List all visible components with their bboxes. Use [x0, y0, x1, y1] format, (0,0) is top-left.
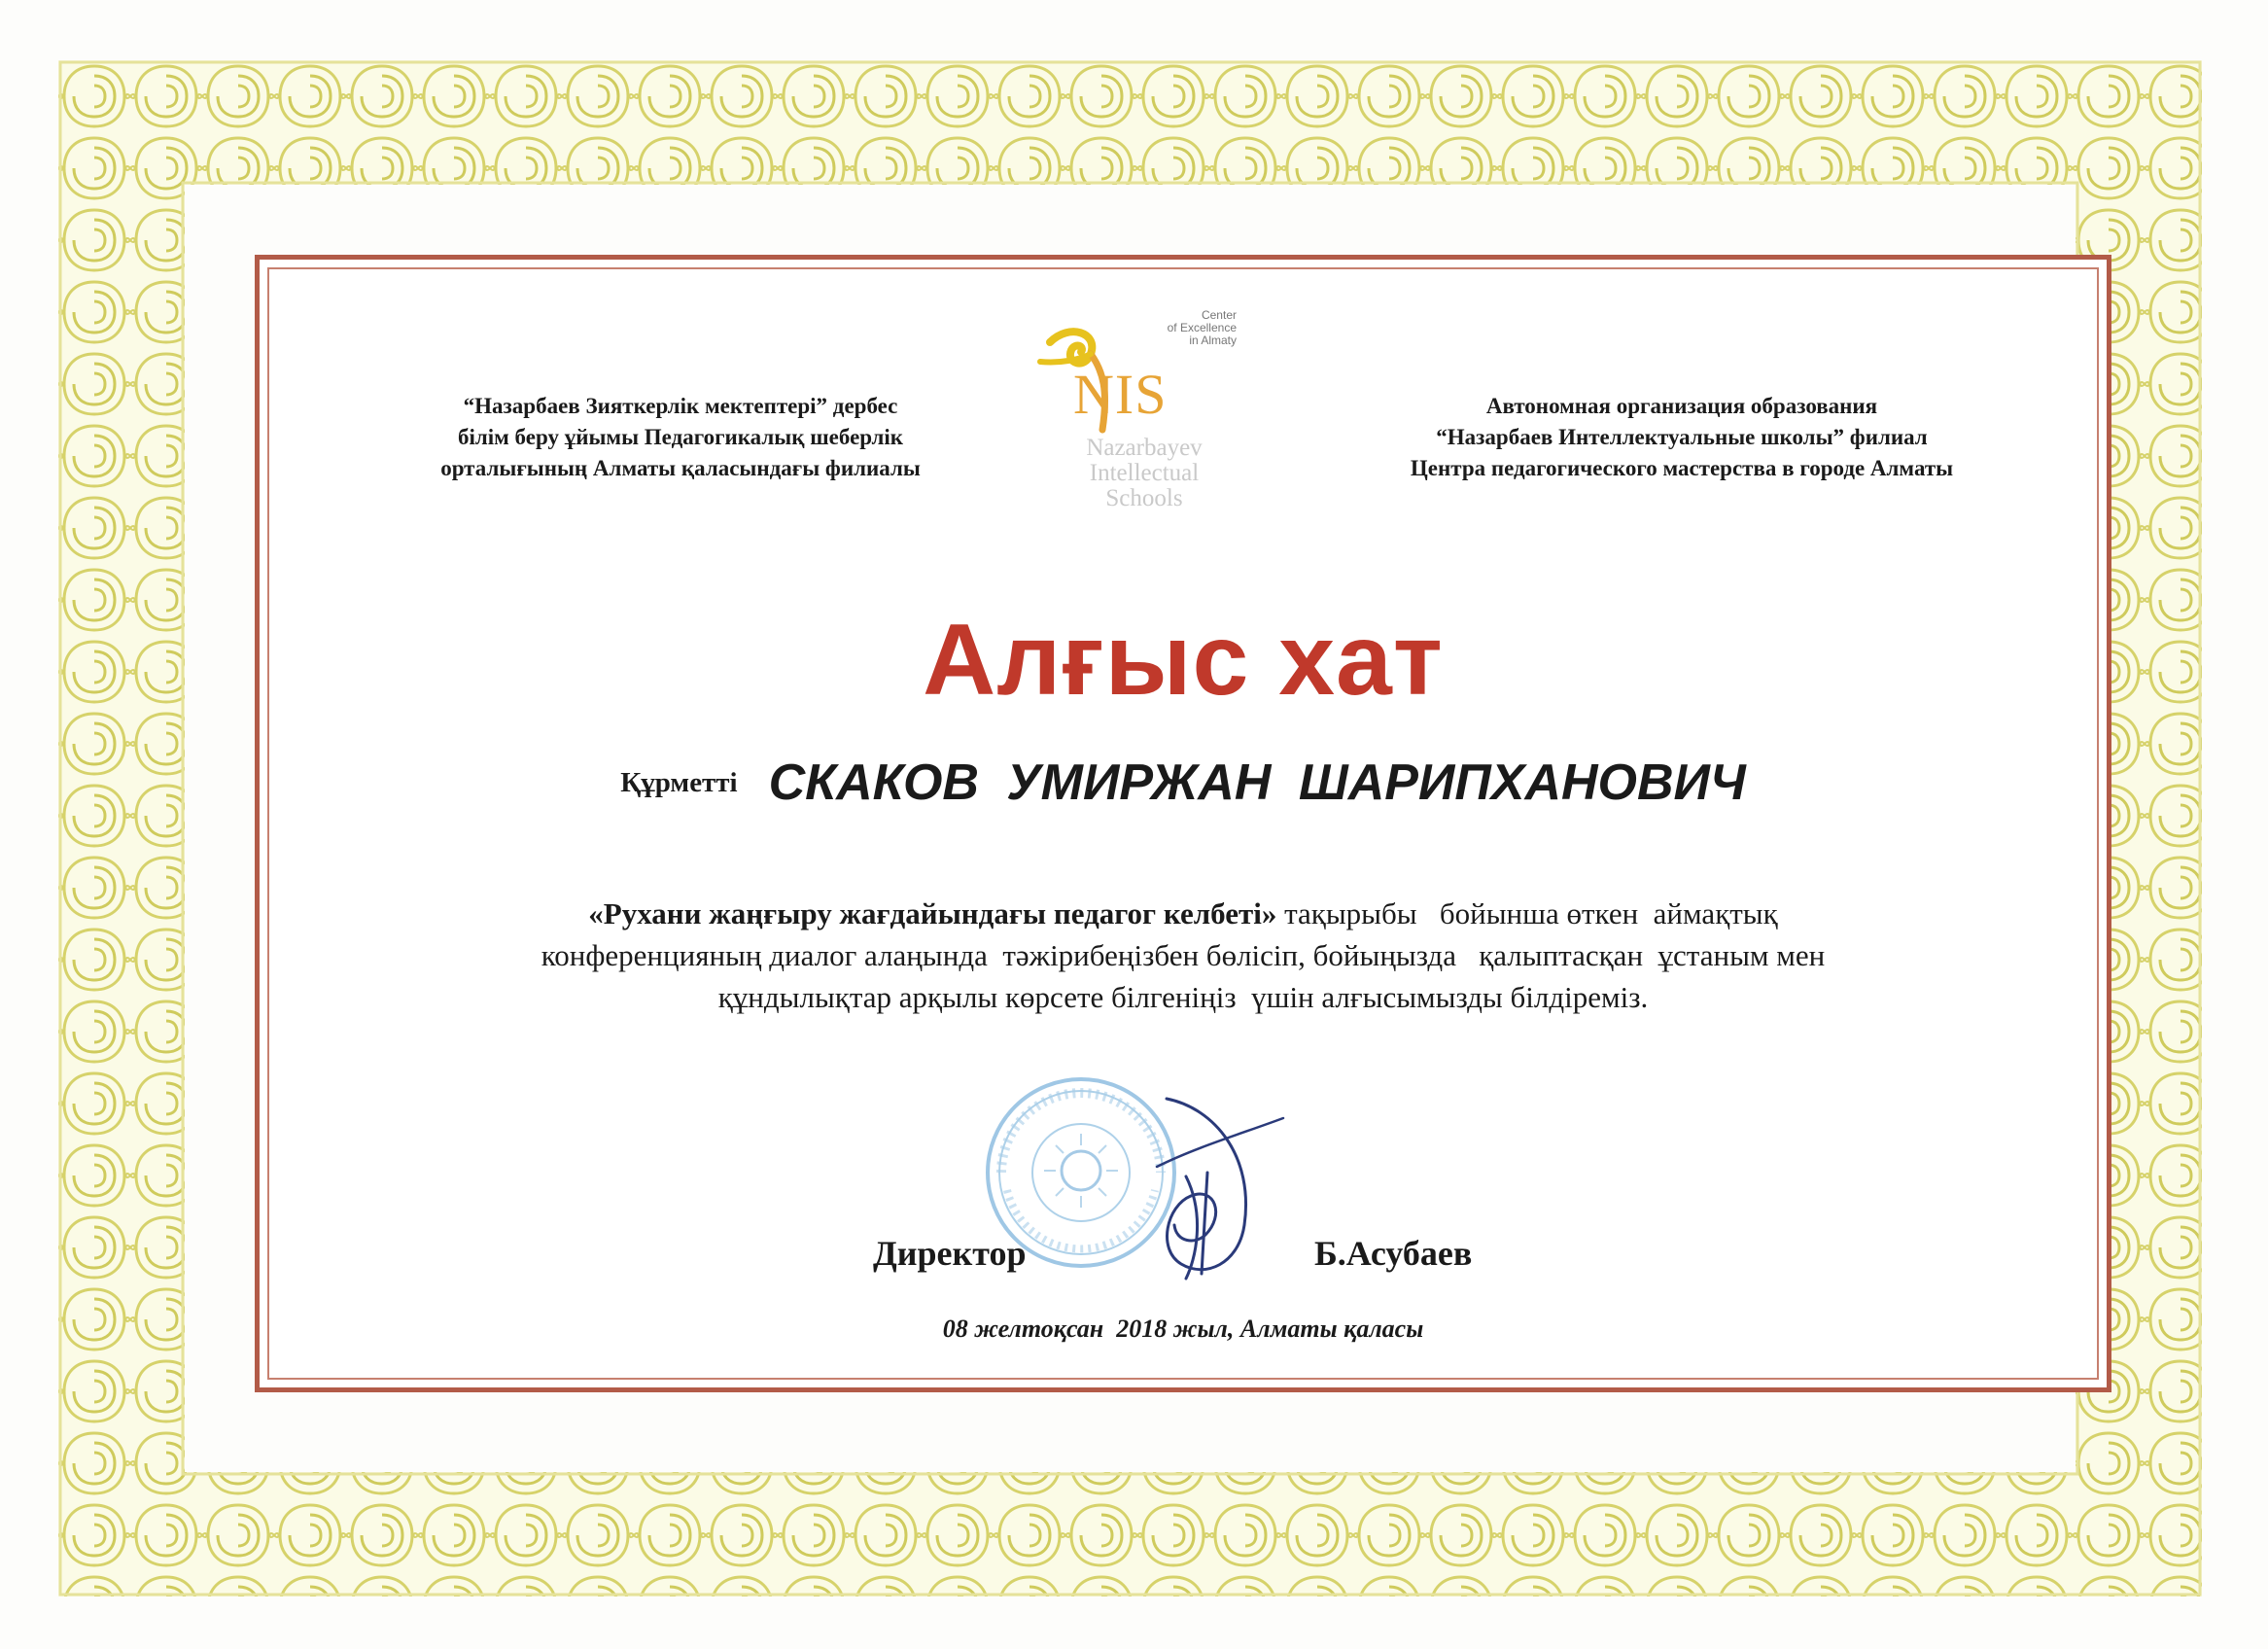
certificate-title: Алғыс хат: [923, 604, 1444, 717]
logo-school-name: [1052, 436, 1237, 511]
body-line-2: конференцияның диалог алаңында тәжірибеңізбен бөлісіп, бойыңызда қалыптасқан ұстаным мен: [541, 938, 1826, 972]
body-line-3: құндылықтар арқылы көрсете білгеніңіз үшін алғысымызды білдіреміз.: [717, 980, 1649, 1014]
org-left-line: “Назарбаев Зияткерлік мектептері” дербес: [463, 394, 898, 418]
signer-position: Директор: [873, 1234, 1027, 1273]
org-name-russian: [1332, 391, 2032, 484]
logo-center-line: of Excellence: [1167, 321, 1237, 334]
org-right-line: Автономная организация образования: [1485, 394, 1878, 418]
body-line-1: [255, 893, 2111, 934]
logo-center-text: [1081, 309, 1237, 347]
org-name-kazakh: [369, 391, 992, 484]
addressee-name: СКАКОВ УМИРЖАН ШАРИПХАНОВИЧ: [768, 754, 1746, 811]
signer-name: Б.Асубаев: [1314, 1234, 1473, 1273]
handwritten-signature-icon: [1137, 1079, 1293, 1303]
logo-center-line: Center: [1201, 308, 1237, 322]
org-right-line: Центра педагогического мастерства в городе Алматы: [1410, 456, 1954, 480]
org-right-line: “Назарбаев Интеллектуальные школы” филиал: [1436, 425, 1928, 449]
issue-date-place: 08 желтоқсан 2018 жыл, Алматы қаласы: [942, 1315, 1424, 1343]
certificate-body: [255, 893, 2111, 1018]
logo-school-line: Nazarbayev: [1086, 435, 1203, 461]
body-topic: «Рухани жаңғыру жағдайындағы педагог келбеті»: [588, 896, 1277, 930]
logo-acronym: NIS: [1073, 363, 1168, 426]
addressee: [255, 754, 2111, 812]
logo-center-line: in Almaty: [1189, 333, 1237, 347]
logo-school-line: Schools: [1105, 485, 1183, 511]
org-left-line: орталығының Алматы қаласындағы филиалы: [440, 456, 921, 480]
logo-school-line: Intellectual: [1089, 460, 1200, 486]
addressee-prefix: Құрметті: [620, 766, 738, 798]
org-left-line: білім беру ұйымы Педагогикалық шеберлік: [457, 425, 904, 449]
body-line-1-rest: тақырыбы бойынша өткен аймақтық: [1276, 896, 1778, 930]
